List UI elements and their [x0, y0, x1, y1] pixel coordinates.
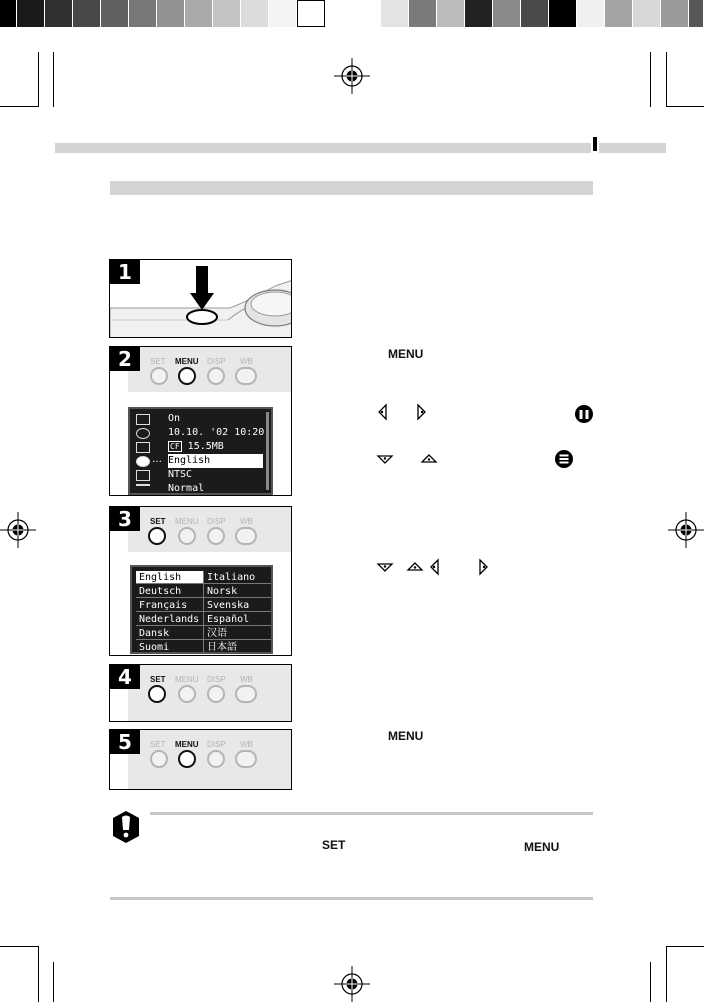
language-option[interactable]: Svenska — [204, 599, 271, 612]
menu-label: MENU — [175, 675, 199, 684]
wb-button[interactable] — [235, 685, 257, 703]
disp-button[interactable] — [207, 750, 225, 768]
menu-button[interactable] — [178, 527, 196, 545]
cf-card-icon: CF — [170, 442, 180, 451]
language-option[interactable]: English — [136, 571, 203, 584]
cursor-down-icon — [420, 452, 438, 466]
step-number: 1 — [110, 260, 140, 284]
disp-label: DISP — [207, 357, 226, 366]
wb-label: WB — [240, 517, 253, 526]
wb-button[interactable] — [235, 367, 257, 385]
set-label: SET — [150, 357, 166, 366]
cursor-down-icon — [406, 560, 424, 574]
menu-label: MENU — [175, 740, 199, 749]
wb-label: WB — [240, 740, 253, 749]
language-grid — [136, 571, 271, 652]
caution-rule-top — [150, 812, 593, 815]
step-4-panel — [109, 664, 292, 722]
cursor-left-icon — [428, 558, 442, 576]
language-option[interactable]: Italiano — [204, 571, 271, 584]
language-option[interactable]: Suomi — [139, 642, 170, 653]
cursor-left-icon — [376, 403, 390, 421]
caution-rule-bottom — [110, 897, 593, 900]
cursor-right-icon — [476, 558, 490, 576]
chapter-tab-marker — [593, 137, 597, 151]
sound-icon — [136, 414, 150, 425]
language-option[interactable]: Nederlands — [136, 613, 203, 626]
wb-button[interactable] — [235, 527, 257, 545]
language-option[interactable]: Norsk — [204, 585, 271, 598]
disp-button[interactable] — [207, 527, 225, 545]
registration-mark-icon — [668, 512, 704, 548]
menu-keyword: MENU — [524, 840, 560, 854]
disp-button[interactable] — [207, 685, 225, 703]
registration-mark-icon — [334, 966, 370, 1002]
menu-button[interactable] — [178, 367, 196, 385]
grid-divider — [203, 571, 204, 653]
language-icon — [136, 456, 150, 467]
left-right-arrows-icon — [574, 404, 594, 424]
set-label: SET — [150, 740, 166, 749]
disp-button[interactable] — [207, 367, 225, 385]
cursor-up-icon — [376, 452, 394, 466]
section-heading-band — [110, 181, 593, 195]
menu-screen — [128, 407, 273, 495]
cursor-right-icon — [414, 403, 428, 421]
disp-label: DISP — [207, 517, 226, 526]
language-option[interactable]: Deutsch — [136, 585, 203, 598]
up-down-arrows-icon — [554, 449, 574, 469]
set-button[interactable] — [148, 685, 166, 703]
disp-label: DISP — [207, 675, 226, 684]
menu-row: On — [168, 413, 181, 424]
wb-label: WB — [240, 675, 253, 684]
wb-button[interactable] — [235, 750, 257, 768]
menu-row: 10.10. '02 10:20 — [168, 427, 265, 438]
scrollbar[interactable] — [266, 412, 269, 490]
step-number: 5 — [110, 730, 140, 754]
step-number: 3 — [110, 507, 140, 531]
mode-icon — [136, 484, 150, 495]
cursor-up-icon — [376, 560, 394, 574]
menu-button[interactable] — [178, 750, 196, 768]
menu-row: Normal — [168, 483, 205, 494]
step-number: 4 — [110, 665, 140, 689]
language-option[interactable]: 汉语 — [204, 627, 271, 640]
menu-keyword: MENU — [388, 729, 424, 743]
set-label: SET — [150, 517, 166, 526]
set-button[interactable] — [150, 750, 168, 768]
set-button[interactable] — [150, 367, 168, 385]
caution-icon — [111, 810, 141, 844]
language-option[interactable]: 日本語 — [207, 642, 237, 653]
chapter-band — [55, 143, 591, 153]
video-system-icon — [136, 470, 150, 481]
ellipsis: … — [152, 454, 162, 465]
set-button[interactable] — [148, 527, 166, 545]
step-2-panel — [109, 346, 292, 496]
menu-row — [168, 440, 263, 454]
language-screen — [130, 565, 273, 654]
set-keyword: SET — [322, 838, 346, 852]
menu-label: MENU — [175, 357, 199, 366]
language-option[interactable]: Dansk — [136, 627, 203, 640]
set-label: SET — [150, 675, 166, 684]
registration-mark-icon — [334, 58, 370, 94]
registration-mark-icon — [0, 512, 36, 548]
menu-keyword: MENU — [388, 347, 424, 361]
menu-row-selected[interactable]: English — [168, 454, 263, 468]
wb-label: WB — [240, 357, 253, 366]
clock-icon — [136, 428, 150, 439]
language-option[interactable]: Français — [136, 599, 203, 612]
format-icon — [136, 442, 150, 453]
step-3-panel — [109, 506, 292, 656]
step-5-panel — [109, 729, 292, 790]
step-number: 2 — [110, 347, 140, 371]
menu-row: NTSC — [168, 469, 193, 480]
menu-label: MENU — [175, 517, 199, 526]
menu-button[interactable] — [178, 685, 196, 703]
card-capacity: 15.5MB — [187, 441, 224, 452]
language-option[interactable]: Español — [204, 613, 271, 626]
step-1-panel — [109, 259, 292, 338]
disp-label: DISP — [207, 740, 226, 749]
chapter-band-tail — [599, 143, 666, 153]
